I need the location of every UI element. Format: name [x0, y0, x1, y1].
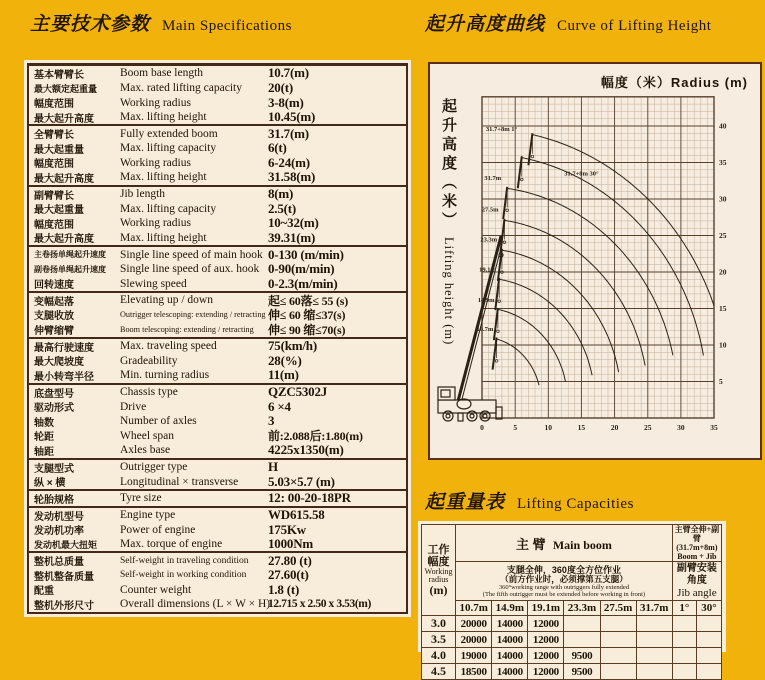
spec-label-en: Min. turning radius — [120, 369, 210, 382]
chart-y-axis-label-en: Lifting height (m) — [442, 237, 456, 346]
spec-value: 12: 00-20-18PR — [268, 490, 351, 506]
spec-row — [29, 522, 406, 537]
spec-label-en: Self-weight in working condition — [120, 570, 247, 581]
spec-value: QZC5302J — [268, 384, 328, 400]
spec-value: 27.60(t) — [268, 567, 309, 583]
lifting-height-chart — [430, 64, 760, 458]
spec-value: 31.58(m) — [268, 169, 316, 185]
spec-value: 175Kw — [268, 521, 307, 537]
cap-jib-angle-header: 1° — [672, 601, 696, 616]
spec-group — [29, 247, 406, 293]
spec-row — [29, 399, 406, 414]
svg-text:25: 25 — [719, 231, 727, 240]
cap-value-cell — [636, 632, 672, 648]
spec-group — [29, 339, 406, 385]
cap-boom-length-header: 27.5m — [600, 601, 636, 616]
spec-label-en: Working radius — [120, 156, 191, 169]
cap-value-cell: 19000 — [456, 648, 492, 664]
cap-value-cell — [636, 664, 672, 680]
lifting-capacities-title — [425, 487, 634, 514]
cap-value-cell: 20000 — [456, 616, 492, 632]
spec-label-cn: 回转速度 — [34, 280, 74, 292]
spec-value: 5.03×5.7 (m) — [268, 473, 335, 489]
spec-row — [29, 187, 406, 202]
cap-boom-length-header: 23.3m — [564, 601, 600, 616]
cap-value-cell — [696, 616, 721, 632]
spec-value: 0-130 (m/min) — [268, 246, 344, 262]
spec-row — [29, 322, 406, 337]
spec-label-cn: 变幅起落 — [34, 296, 74, 308]
spec-value: 11(m) — [268, 367, 299, 383]
spec-label-en: Self-weight in traveling condition — [120, 555, 249, 566]
spec-label-en: Max. lifting height — [120, 171, 207, 184]
cap-value-cell — [600, 648, 636, 664]
chart-y-axis-label-cn: 起升高度（米） — [440, 98, 457, 231]
spec-label-cn: 配重 — [34, 586, 54, 598]
cap-header-main-boom: 主 臂 Main boom — [456, 525, 673, 562]
spec-row — [29, 385, 406, 400]
spec-label-cn: 支腿收放 — [34, 311, 74, 323]
spec-label-cn: 发动机最大扭矩 — [34, 539, 98, 550]
cap-radius-cell: 4.5 — [422, 664, 456, 680]
spec-value: 伸≤ 90 缩≤70(s) — [268, 323, 346, 338]
spec-label-cn: 支腿型式 — [34, 463, 74, 475]
lifting-capacities-panel — [418, 521, 726, 678]
cap-boom-length-header: 19.1m — [528, 601, 564, 616]
svg-text:19.1m: 19.1m — [479, 266, 496, 274]
svg-text:31.7+8m 1°: 31.7+8m 1° — [485, 126, 518, 134]
spec-value: 3 — [268, 413, 275, 429]
spec-label-en: Number of axles — [120, 415, 197, 428]
cap-radius-cell: 3.5 — [422, 632, 456, 648]
spec-label-cn: 整机外形尺寸 — [34, 600, 94, 612]
spec-label-en: Boom base length — [120, 67, 204, 80]
spec-label-cn: 整机总质量 — [34, 557, 84, 569]
svg-text:15: 15 — [719, 304, 727, 313]
spec-label-en: Working radius — [120, 96, 191, 109]
cap-boom-length-header: 14.9m — [492, 601, 528, 616]
spec-label-cn: 幅度范围 — [34, 159, 74, 171]
spec-label-en: Outrigger type — [120, 460, 188, 473]
cap-data-row — [422, 664, 722, 680]
spec-label-cn: 轮距 — [34, 432, 54, 444]
spec-value: 75(km/h) — [268, 338, 317, 354]
spec-row — [29, 216, 406, 231]
cap-radius-cell: 3.0 — [422, 616, 456, 632]
lifting-capacities-title-cn: 起重量表 — [425, 492, 506, 513]
cap-column-headers — [422, 601, 722, 616]
spec-label-en: Max. lifting capacity — [120, 202, 217, 215]
spec-label-en: Max. lifting capacity — [120, 142, 217, 155]
cap-value-cell: 14000 — [492, 616, 528, 632]
spec-label-cn: 最大起升高度 — [34, 234, 94, 246]
spec-row — [29, 231, 406, 246]
cap-value-cell — [672, 616, 696, 632]
svg-text:10: 10 — [544, 423, 553, 432]
spec-label-cn: 轮胎规格 — [34, 494, 74, 506]
cap-jib-angle-header: 30° — [696, 601, 721, 616]
lifting-height-curve-title — [425, 9, 711, 36]
cap-value-cell — [672, 664, 696, 680]
spec-label-en: Axles base — [120, 444, 171, 457]
cap-value-cell: 20000 — [456, 632, 492, 648]
spec-label-en: Boom telescoping: extending / retracting — [120, 325, 254, 334]
spec-label-en: Wheel span — [120, 429, 174, 442]
spec-label-cn: 最大额定起重量 — [34, 83, 98, 94]
spec-label-cn: 伸臂缩臂 — [34, 326, 74, 338]
spec-value: 6-24(m) — [268, 154, 310, 170]
spec-row — [29, 127, 406, 142]
cap-value-cell — [564, 616, 600, 632]
spec-label-cn: 轴数 — [34, 417, 54, 429]
spec-row — [29, 443, 406, 458]
cap-value-cell: 14000 — [492, 648, 528, 664]
cap-value-cell: 12000 — [528, 648, 564, 664]
spec-value: 4225x1350(m) — [268, 442, 344, 458]
spec-label-cn: 副臂臂长 — [34, 190, 74, 202]
spec-label-cn: 轴距 — [34, 446, 54, 458]
cap-value-cell — [672, 632, 696, 648]
spec-value: 10.7(m) — [268, 65, 309, 81]
spec-group — [29, 187, 406, 247]
spec-label-en: Single line speed of aux. hook — [120, 263, 260, 276]
specifications-panel — [24, 60, 411, 617]
spec-row — [29, 110, 406, 125]
spec-group — [29, 385, 406, 460]
spec-group — [29, 508, 406, 554]
svg-text:31.7+8m 30°: 31.7+8m 30° — [564, 170, 599, 178]
lifting-capacities-title-en: Lifting Capacities — [517, 496, 634, 512]
spec-row — [29, 428, 406, 443]
cap-value-cell — [696, 648, 721, 664]
spec-label-en: Max. torque of engine — [120, 538, 223, 551]
spec-row — [29, 95, 406, 110]
spec-label-en: Longitudinal × transverse — [120, 475, 239, 488]
spec-value: WD615.58 — [268, 507, 325, 523]
spec-row — [29, 460, 406, 475]
spec-value: 6 ×4 — [268, 398, 291, 414]
spec-value: 起≤ 60落≤ 55 (s) — [268, 293, 349, 308]
cap-value-cell: 12000 — [528, 616, 564, 632]
spec-value: 0-90(m/min) — [268, 261, 335, 277]
spec-label-en: Counter weight — [120, 583, 192, 596]
cap-header-jib-angle: 副臂安装角度 Jib angle — [672, 562, 721, 601]
spec-value: 3-8(m) — [268, 94, 304, 110]
spec-label-cn: 整机整备质量 — [34, 571, 94, 583]
lifting-capacities-table — [421, 524, 722, 680]
svg-text:15: 15 — [577, 423, 586, 432]
svg-text:23.3m: 23.3m — [480, 236, 498, 244]
spec-row — [29, 474, 406, 489]
spec-row — [29, 568, 406, 583]
cap-value-cell: 12000 — [528, 664, 564, 680]
svg-text:20: 20 — [610, 423, 619, 432]
spec-label-cn: 最大起重量 — [34, 205, 84, 217]
spec-label-cn: 主卷扬单绳起升速度 — [34, 250, 106, 260]
cap-header-boom-jib: 主臂全伸+副臂 (31.7m+8m) Boom + Jib — [672, 525, 721, 562]
spec-value: 2.5(t) — [268, 200, 297, 216]
spec-label-cn: 全臂臂长 — [34, 130, 74, 142]
spec-label-cn: 基本臂臂长 — [34, 69, 84, 81]
cap-boom-length-header: 10.7m — [456, 601, 492, 616]
spec-label-cn: 发动机功率 — [34, 526, 84, 538]
cap-value-cell: 9500 — [564, 664, 600, 680]
svg-text:35: 35 — [719, 158, 727, 167]
spec-row — [29, 368, 406, 383]
spec-label-en: Overall dimensions (L × W × H) — [120, 598, 271, 611]
spec-value: 10~32(m) — [268, 215, 319, 231]
spec-label-en: Working radius — [120, 217, 191, 230]
spec-row — [29, 66, 406, 81]
cap-value-cell — [672, 648, 696, 664]
lifting-height-chart-panel — [428, 62, 762, 460]
spec-label-cn: 最大起重量 — [34, 144, 84, 156]
spec-label-en: Fully extended boom — [120, 127, 218, 140]
svg-text:30: 30 — [719, 194, 727, 204]
spec-row — [29, 354, 406, 369]
spec-group — [29, 491, 406, 508]
spec-row — [29, 156, 406, 171]
svg-text:40: 40 — [719, 121, 727, 131]
spec-label-en: Slewing speed — [120, 277, 187, 290]
spec-value: 39.31(m) — [268, 229, 316, 245]
svg-text:25: 25 — [644, 423, 652, 432]
spec-label-cn: 最高行驶速度 — [34, 342, 94, 354]
cap-value-cell: 12000 — [528, 632, 564, 648]
spec-value: 1000Nm — [268, 536, 314, 552]
spec-label-en: Drive — [120, 400, 147, 413]
spec-value: 0-2.3(m/min) — [268, 275, 338, 291]
spec-row — [29, 554, 406, 569]
cap-data-row — [422, 616, 722, 632]
main-specifications-title-en: Main Specifications — [162, 18, 292, 34]
cap-value-cell — [600, 664, 636, 680]
cap-value-cell — [696, 664, 721, 680]
cap-header-working-radius: 工作 幅度 Working radius (m) — [422, 525, 456, 616]
spec-label-cn: 副卷扬单绳起升速度 — [34, 264, 106, 274]
spec-label-en: Outrigger telescoping: extending / retracting — [120, 310, 266, 320]
spec-group — [29, 460, 406, 491]
cap-value-cell: 14000 — [492, 632, 528, 648]
spec-label-en: Single line speed of main hook — [120, 248, 263, 261]
svg-text:20: 20 — [719, 267, 727, 277]
chart-x-axis-label: 幅度（米）Radius (m) — [600, 75, 748, 90]
spec-row — [29, 508, 406, 523]
spec-value: 1.8 (t) — [268, 581, 300, 597]
spec-label-en: Elevating up / down — [120, 294, 213, 307]
spec-label-cn: 底盘型号 — [34, 388, 74, 400]
cap-value-cell — [600, 632, 636, 648]
chart-y-axis-label — [438, 98, 459, 428]
spec-value: 28(%) — [268, 352, 302, 368]
spec-label-en: Power of engine — [120, 523, 196, 536]
cap-value-cell: 14000 — [492, 664, 528, 680]
spec-group — [29, 293, 406, 339]
spec-value: 20(t) — [268, 80, 293, 96]
spec-value: 27.80 (t) — [268, 552, 312, 568]
cap-value-cell: 9500 — [564, 648, 600, 664]
spec-value: H — [268, 459, 278, 474]
main-specifications-title-cn: 主要技术参数 — [30, 14, 151, 35]
lifting-height-curve-title-en: Curve of Lifting Height — [557, 18, 712, 34]
spec-value: 6(t) — [268, 140, 287, 156]
main-specifications-title — [30, 9, 292, 36]
cap-value-cell — [696, 632, 721, 648]
spec-row — [29, 81, 406, 96]
spec-row — [29, 247, 406, 262]
svg-text:35: 35 — [710, 423, 718, 432]
cap-data-row — [422, 632, 722, 648]
spec-label-cn: 幅度范围 — [34, 99, 74, 111]
svg-text:10.7m: 10.7m — [476, 326, 494, 334]
cap-value-cell — [636, 616, 672, 632]
spec-value: 31.7(m) — [268, 125, 309, 141]
spec-label-en: Max. lifting height — [120, 231, 207, 244]
spec-label-en: Max. rated lifting capacity — [120, 82, 242, 94]
cap-value-cell — [600, 616, 636, 632]
spec-label-en: Engine type — [120, 509, 176, 521]
svg-text:0: 0 — [480, 423, 484, 432]
spec-value: 10.45(m) — [268, 109, 316, 125]
svg-text:10: 10 — [719, 340, 727, 350]
spec-label-cn: 最大起升高度 — [34, 113, 94, 125]
spec-value: 8(m) — [268, 186, 294, 202]
spec-row — [29, 491, 406, 506]
svg-text:5: 5 — [513, 423, 518, 432]
spec-label-cn: 最大起升高度 — [34, 173, 94, 185]
spec-label-cn: 驱动形式 — [34, 403, 74, 415]
spec-label-en: Gradeability — [120, 354, 178, 367]
cap-data-row — [422, 648, 722, 664]
spec-row — [29, 170, 406, 185]
cap-value-cell — [564, 632, 600, 648]
cap-radius-cell: 4.0 — [422, 648, 456, 664]
spec-label-en: Max. traveling speed — [120, 340, 217, 353]
specifications-table — [27, 63, 408, 614]
spec-value: 前:2.088后:1.80(m) — [268, 429, 363, 444]
spec-label-cn: 发动机型号 — [34, 511, 84, 523]
spec-row — [29, 201, 406, 216]
spec-row — [29, 597, 406, 612]
spec-label-cn: 幅度范围 — [34, 219, 74, 231]
cap-header-outrigger-note: 支腿全伸，360度全方位作业 （前方作业时，必须撑第五支腿） 360°working range with outriggers fully extended (The fifth outrigger must be extended before working in front) — [456, 562, 673, 601]
spec-row — [29, 339, 406, 354]
spec-label-en: Chassis type — [120, 386, 178, 399]
spec-group — [29, 66, 406, 126]
spec-label-en: Jib length — [120, 188, 166, 201]
spec-row — [29, 537, 406, 552]
spec-row — [29, 262, 406, 277]
spec-label-cn: 最大爬坡度 — [34, 357, 84, 369]
spec-value: 12.715 x 2.50 x 3.53(m) — [268, 598, 371, 611]
spec-label-en: Tyre size — [120, 492, 162, 505]
lifting-height-curve-title-cn: 起升高度曲线 — [425, 14, 546, 35]
cap-value-cell: 18500 — [456, 664, 492, 680]
spec-label-en: Max. lifting height — [120, 111, 207, 124]
svg-text:30: 30 — [677, 423, 685, 432]
spec-row — [29, 141, 406, 156]
spec-value: 伸≤ 60 缩≤37(s) — [268, 308, 346, 323]
svg-text:31.7m: 31.7m — [484, 175, 502, 182]
cap-value-cell — [636, 648, 672, 664]
spec-row — [29, 583, 406, 598]
spec-label-cn: 纵 × 横 — [34, 478, 66, 490]
spec-row — [29, 276, 406, 291]
svg-text:27.5m: 27.5m — [481, 206, 499, 214]
svg-text:5: 5 — [719, 377, 723, 386]
spec-group — [29, 127, 406, 187]
spec-label-cn: 最小转弯半径 — [34, 371, 94, 383]
spec-group — [29, 554, 406, 612]
cap-boom-length-header: 31.7m — [636, 601, 672, 616]
svg-text:14.9m: 14.9m — [477, 296, 495, 304]
